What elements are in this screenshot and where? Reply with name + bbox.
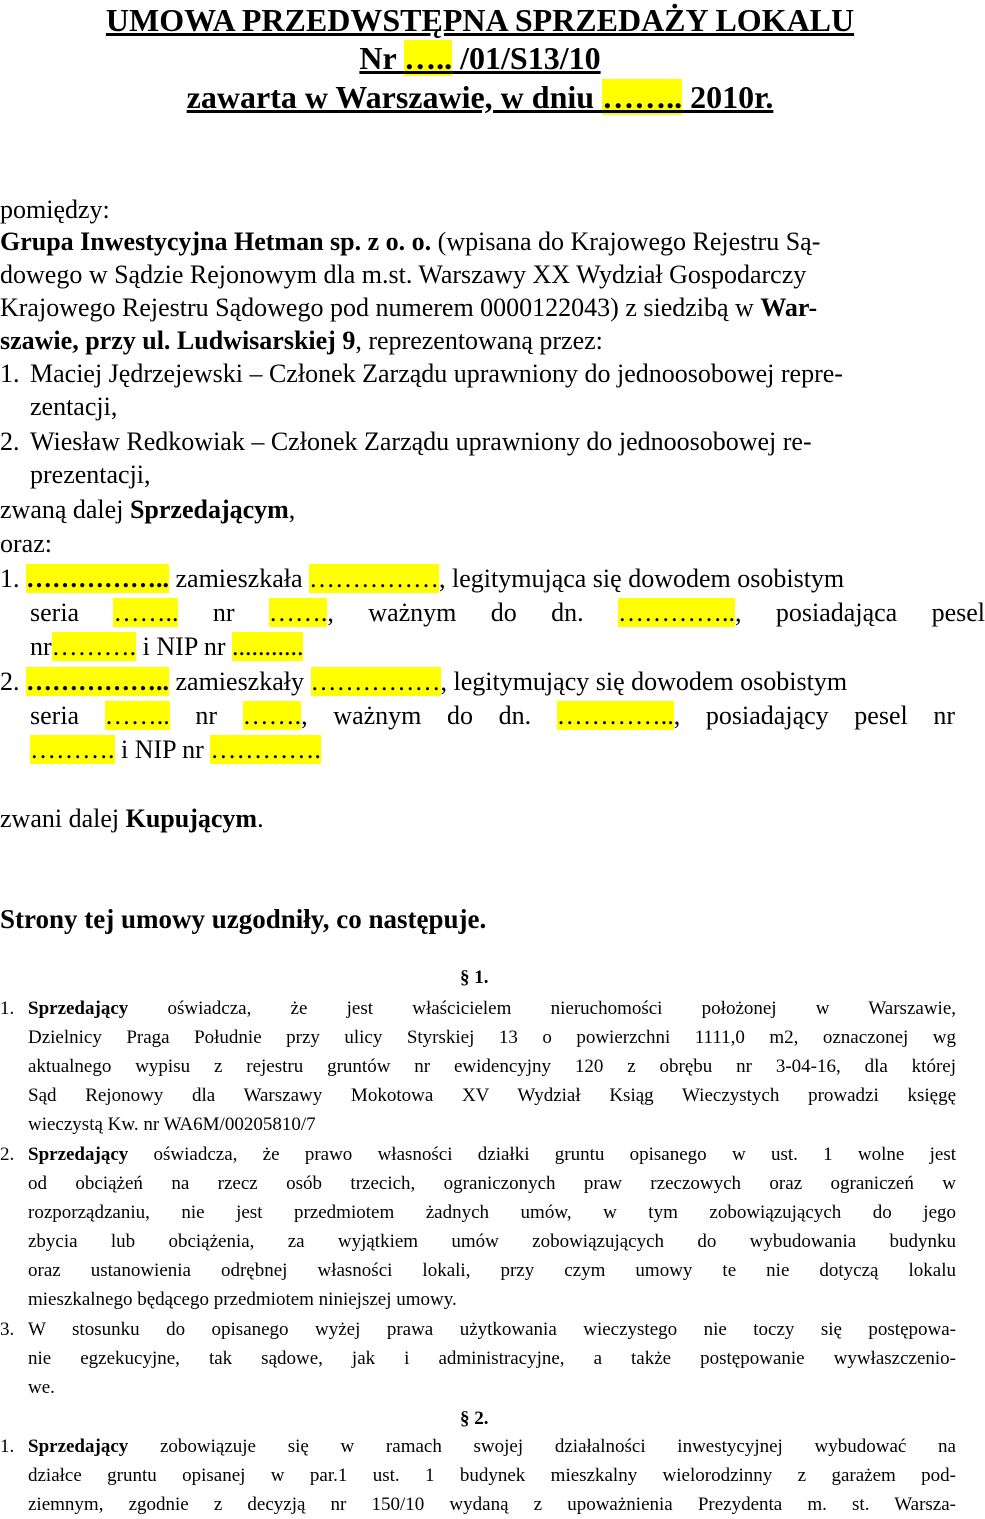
- seller-line-3: Krajowego Rejestru Sądowego pod numerem 0000122043) z siedzibą w War-: [0, 293, 818, 322]
- highlighted-placeholder: ……………: [309, 564, 440, 593]
- and-label: oraz:: [0, 529, 52, 558]
- representative-2: Wiesław Redkowiak – Członek Zarządu uprawniony do jednoosobowej re-: [30, 427, 812, 456]
- highlighted-placeholder: ……….: [51, 632, 137, 661]
- section-1-p2-line: zbycia lub obciążenia, za wyjątkiem umów zobowiązujących do wybudowania budynku: [28, 1231, 956, 1252]
- section-2-p1-line: ziemnym, zgodnie z decyzją nr 150/10 wydaną z upoważnienia Prezydenta m. st. Warsza-: [28, 1494, 956, 1515]
- contract-title: UMOWA PRZEDWSTĘPNA SPRZEDAŻY LOKALU: [105, 2, 855, 38]
- highlighted-placeholder: ...........: [231, 632, 304, 661]
- highlighted-placeholder: ……….: [30, 735, 115, 764]
- section-1-p2-line: Sprzedający oświadcza, że prawo własności działki gruntu opisanego w ust. 1 wolne jest: [28, 1144, 956, 1165]
- contract-number: Nr ….. /01/S13/10: [359, 40, 601, 76]
- section-1-p2-line: od obciążeń na rzecz osób trzecich, ograniczonych praw rzeczowych oraz ograniczeń w: [28, 1173, 956, 1194]
- section-1-p1-line: Sąd Rejonowy dla Warszawy Mokotowa XV Wydział Ksiąg Wieczystych prowadzi księgę: [28, 1085, 956, 1106]
- section-2-heading: § 2.: [460, 1408, 489, 1429]
- section-1-p1-line: wieczystą Kw. nr WA6M/00205810/7: [28, 1114, 316, 1135]
- buyer-2-line-1: 2. …………….. zamieszkały ……………, legitymujący się dowodem osobistym: [0, 667, 848, 696]
- seller-line-1: Grupa Inwestycyjna Hetman sp. z o. o. (wpisana do Krajowego Rejestru Są-: [0, 227, 821, 256]
- section-1-p3-line: we.: [28, 1377, 55, 1398]
- representative-1-number: 1.: [0, 359, 20, 388]
- highlighted-placeholder: ……………: [310, 667, 441, 696]
- representative-1-cont: zentacji,: [30, 392, 118, 421]
- section-1-p3-line: nie egzekucyjne, tak sądowe, jak i administracyjne, a także postępowanie wywłaszczenio-: [28, 1348, 956, 1369]
- section-1-p3-number: 3.: [0, 1319, 15, 1340]
- highlighted-placeholder: ……..: [602, 79, 683, 115]
- highlighted-placeholder: ………….: [210, 735, 321, 764]
- section-1-p1-line: Sprzedający oświadcza, że jest właścicielem nieruchomości położonej w Warszawie,: [28, 998, 956, 1019]
- section-1-p2-line: oraz ustanowienia odrębnej własności lokali, przy czym umowy te nie dotyczą lokalu: [28, 1260, 956, 1281]
- highlighted-placeholder: …………..: [556, 701, 674, 730]
- section-1-p1-line: aktualnego wypisu z rejestru gruntów nr ewidencyjny 120 z obrębu nr 3-04-16, dla której: [28, 1056, 956, 1077]
- representative-2-number: 2.: [0, 427, 20, 456]
- buyer-1-line-2: seria …….. nr ……., ważnym do dn. ………….., posiadająca pesel: [30, 598, 985, 627]
- highlighted-placeholder: ……..: [104, 701, 170, 730]
- section-1-heading: § 1.: [460, 967, 489, 988]
- between-label: pomiędzy:: [0, 195, 110, 224]
- highlighted-placeholder: ……………..: [26, 667, 169, 696]
- section-2-p1-number: 1.: [0, 1436, 15, 1457]
- contract-place-date: zawarta w Warszawie, w dniu …….. 2010r.: [186, 79, 774, 115]
- section-2-p1-line: działce gruntu opisanej w par.1 ust. 1 budynek mieszkalny wielorodzinny z garażem pod-: [28, 1465, 956, 1486]
- buyer-2-line-2: seria …….. nr ……., ważnym do dn. ………….., posiadający pesel nr: [30, 701, 956, 730]
- highlighted-placeholder: …………..: [618, 598, 736, 627]
- highlighted-placeholder: ……..: [113, 598, 179, 627]
- buyer-called: zwani dalej Kupującym.: [0, 804, 264, 833]
- seller-line-4: szawie, przy ul. Ludwisarskiej 9, reprezentowaną przez:: [0, 326, 603, 355]
- highlighted-placeholder: …..: [404, 40, 453, 76]
- agreement-heading: Strony tej umowy uzgodniły, co następuje.: [0, 904, 487, 934]
- highlighted-placeholder: …….: [242, 701, 302, 730]
- section-1-p1-line: Dzielnicy Praga Południe przy ulicy Styrskiej 13 o powierzchni 1111,0 m2, oznaczonej wg: [28, 1027, 956, 1048]
- section-1-p3-line: W stosunku do opisanego wyżej prawa użytkowania wieczystego nie toczy się postępowa-: [28, 1319, 956, 1340]
- buyer-1-line-3: nr………. i NIP nr ...........: [30, 632, 304, 661]
- buyer-1-line-1: 1. …………….. zamieszkała ……………, legitymująca się dowodem osobistym: [0, 564, 845, 593]
- section-1-p1-number: 1.: [0, 998, 15, 1019]
- buyer-2-line-3: ………. i NIP nr ………….: [30, 735, 321, 764]
- seller-line-2: dowego w Sądzie Rejonowym dla m.st. Warszawy XX Wydział Gospodarczy: [0, 260, 807, 289]
- section-1-p2-number: 2.: [0, 1144, 15, 1165]
- seller-called: zwaną dalej Sprzedającym,: [0, 495, 296, 524]
- representative-1: Maciej Jędrzejewski – Członek Zarządu uprawniony do jednoosobowej repre-: [30, 359, 843, 388]
- highlighted-placeholder: ……………..: [26, 564, 169, 593]
- section-2-p1-line: Sprzedający zobowiązuje się w ramach swojej działalności inwestycyjnej wybudować na: [28, 1436, 956, 1457]
- highlighted-placeholder: …….: [268, 598, 328, 627]
- section-1-p2-line: mieszkalnego będącego przedmiotem niniejszej umowy.: [28, 1289, 457, 1310]
- section-1-p2-line: rozporządzaniu, nie jest przedmiotem żadnych umów, w tym zobowiązujących do jego: [28, 1202, 956, 1223]
- representative-2-cont: prezentacji,: [30, 460, 151, 489]
